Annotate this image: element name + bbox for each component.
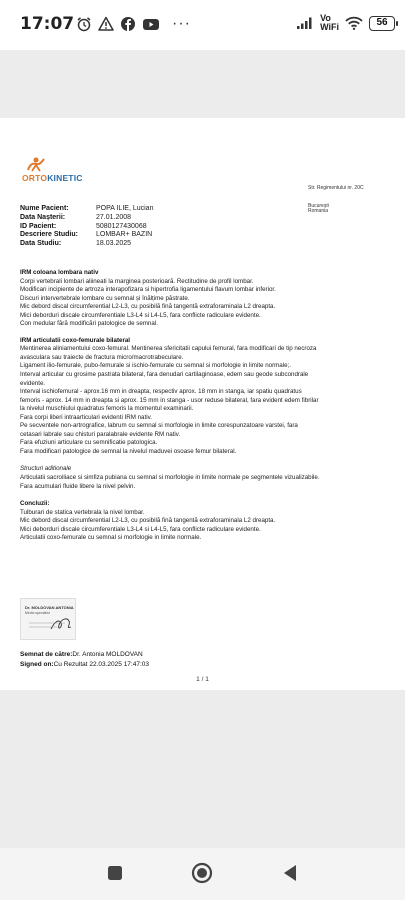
logo-mark-icon: [24, 156, 48, 172]
patient-name: POPA ILIE, Lucian: [96, 205, 154, 212]
report-body: [20, 269, 390, 543]
patient-info: Nume Pacient: POPA ILIE, Lucian Data Nașterii: 27.01.2008 ID Pacient: 5080127430068 Descriere Studiu: LOMBAR+ BAZIN Data Studiu: 18.03.2025: [20, 205, 154, 248]
back-button[interactable]: [282, 864, 298, 882]
clinic-address-city: București: [308, 203, 329, 209]
section-title-additional: Structuri aditionale: [20, 465, 72, 473]
logo-text: ORTOKINETIC: [22, 173, 83, 183]
signed-on: Cu Rezultat 22.03.2025 17:47:03: [53, 661, 149, 668]
signature-block: Semnat de către:Dr. Antonia MOLDOVAN Signed on:Cu Rezultat 22.03.2025 17:47:03: [20, 651, 149, 668]
warning-icon: [98, 16, 114, 32]
patient-id: 5080127430068: [96, 222, 147, 230]
youtube-icon: [142, 16, 160, 32]
recent-apps-button[interactable]: [106, 864, 124, 882]
study-description: LOMBAR+ BAZIN: [96, 231, 153, 239]
signature-scribble-icon: [21, 599, 77, 641]
home-button[interactable]: [191, 862, 213, 884]
status-bar: [0, 0, 405, 50]
signal-icon: [296, 16, 314, 30]
vowifi-indicator: Vo WiFi: [320, 13, 339, 32]
section-title-lumbar: IRM coloana lombara nativ: [20, 269, 99, 276]
report-page: [0, 118, 405, 690]
facebook-icon: [120, 16, 136, 32]
battery-indicator: 56: [369, 16, 395, 31]
more-notifications-icon: ···: [172, 15, 191, 32]
doctor-stamp: Dr. MOLDOVAN ANTONIA Medic specialist: [20, 598, 76, 640]
wifi-icon: [345, 16, 363, 30]
section-hip: Mentinerea aliniamentului coxo-femural. Mentinerea sfericitatii capului femural, fara modificari de tip necroza avasculara sau traiecte de fractura micro/macrotrabeculare. Ligament ilio-femurale, pubo-femurale si ischio-femurale cu semnal si morfologie in limite normale;. Interval articular cu grosime pastrata bilateral, fara denudari cartilaginoase, edem sau geode subcondrale evidente. Interval ischiofemural - aprox.16 mm in dreapta, respectiv aprox. 18 mm in stanga, iar spatiu quadratus femoris - aprox. 14 mm in dreapta si aprox. 15 mm in stanga - usor reduse bilateral, fara evident edem fibrilar la nivelul muschiului quadratus femoris la momentul examinarii. Fara corpi liberi intraarticulari evidenti IRM nativ. Pe secventele non-artrografice, labrum cu semnal si morfologie in limite corespunzatoare varstei, fara cetasari labrale sau chisturi paralabrale evidente RM nativ. Fara efuziuni articulare cu semnificatie patologica. Fara modificari patologice de semnal la nivelul maduvei osoase femur bilateral.: [20, 345, 319, 455]
alarm-icon: [76, 16, 92, 32]
status-left-icons: [76, 15, 191, 33]
section-title-conclusions: Concluzii:: [20, 500, 50, 508]
patient-dob: 27.01.2008: [96, 213, 132, 221]
navigation-bar: [0, 848, 405, 900]
clinic-address-country: Romania: [308, 208, 329, 214]
ortokinetic-logo: [20, 156, 110, 186]
study-date: 18.03.2025: [96, 240, 132, 248]
signed-by: Dr. Antonia MOLDOVAN: [72, 651, 143, 658]
section-additional: Articulatii sacroiliace si simfiza pubiana cu semnal si morfologie in limite normale pe segmentele vizualizabile. Fara acumulari fluide libere la nivel pelvin.: [20, 474, 320, 490]
section-conclusions: Tulburari de statica vertebrala la nivel lombar. Mic debord discal circumferential L2-L3, cu posibilă fină tangentă extraforaminala L2 dreapta. Mici deborduri discale circumferentiale L3-L4 si L4-L5, fara conflicte radiculare evidente. Articulatii coxo-femurale cu semnal si morfologie in limite normale.: [20, 508, 276, 542]
page-number: 1 / 1: [196, 676, 209, 683]
clinic-address-street: Str. Regimentului nr. 20C: [308, 185, 364, 191]
section-title-hip: IRM articulatii coxo-femurale bilateral: [20, 336, 131, 344]
status-right-icons: [296, 14, 395, 32]
status-time: 17:07: [20, 14, 75, 34]
section-lumbar: Corpi vertebrali lombari aliineati la marginea posterioară. Rectitudine de profil lombar. Modificari incipiente de artroza interapofizara si hipertrofia ligamentului flavum lombar inferior. Discuri intervertebrale lombare cu semnal și înălțime păstrate. Mic debord discal circumferential L2-L3, cu posibilă fină tangentă extraforaminala L2 dreapta. Mici deborduri discale circumferentiale L3-L4 si L4-L5, fara conflicte radiculare evidente. Con medular fără modificări patologice de semnal.: [20, 277, 276, 328]
